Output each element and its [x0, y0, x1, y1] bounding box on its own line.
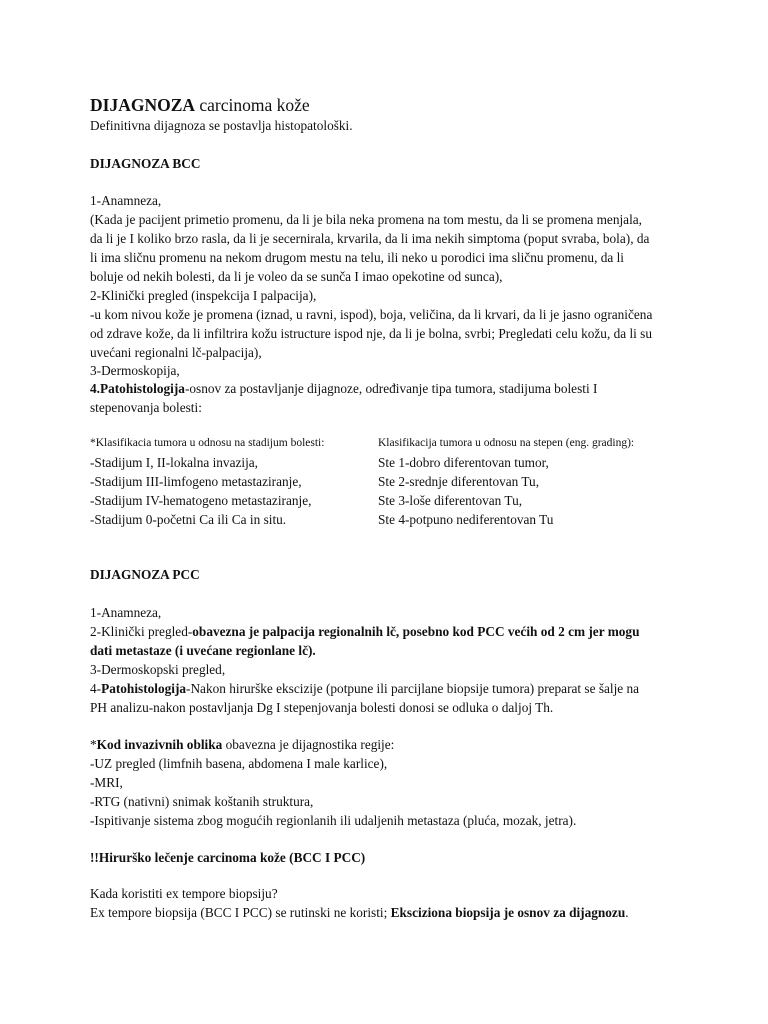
pcc-clinical-exam: 2-Klinički pregled-obavezna je palpacija regionalnih lč, posebno kod PCC većih od 2 cm jer mogu dati metastaze (i uvećane regionlane lč).: [90, 624, 640, 658]
document-title: DIJAGNOZA carcinoma kože: [90, 95, 310, 115]
grade-classification-heading: Klasifikacija tumora u odnosu na stepen (eng. grading):: [378, 437, 635, 449]
list-item: -UZ pregled (limfnih basena, abdomena I male karlice),: [90, 756, 388, 771]
bcc-clinical-exam: 2-Klinički pregled (inspekcija I palpacija),: [90, 288, 317, 303]
list-item: -Stadijum IV-hematogeno metastaziranje,: [90, 493, 312, 508]
bcc-pathohistology: 4.Patohistologija-osnov za postavljanje dijagnoze, određivanje tipa tumora, stadijuma bolesti I stepenovanja bolesti:: [90, 381, 598, 415]
list-item: Ste 1-dobro diferentovan tumor,: [378, 455, 549, 470]
invasive-forms-intro: *Kod invazivnih oblika obavezna je dijagnostika regije:: [90, 737, 395, 752]
list-item: Ste 2-srednje diferentovan Tu,: [378, 474, 540, 489]
bcc-heading: DIJAGNOZA BCC: [90, 156, 201, 171]
grade-list: [378, 453, 553, 529]
pcc-heading: DIJAGNOZA PCC: [90, 567, 200, 582]
list-item: Ste 4-potpuno nediferentovan Tu: [378, 512, 554, 527]
surgery-heading: !!Hirurško lečenje carcinoma kože (BCC I PCC): [90, 850, 366, 865]
pcc-dermoscopy: 3-Dermoskopski pregled,: [90, 662, 226, 677]
pcc-anamnesis: 1-Anamneza,: [90, 605, 162, 620]
list-item: -Stadijum 0-početni Ca ili Ca in situ.: [90, 512, 287, 527]
surgery-answer: Ex tempore biopsija (BCC I PCC) se rutinski ne koristi; Eksciziona biopsija je osnov za dijagnozu.: [90, 905, 629, 920]
surgery-question: Kada koristiti ex tempore biopsiju?: [90, 886, 278, 901]
list-item: Ste 3-loše diferentovan Tu,: [378, 493, 523, 508]
list-item: -Ispitivanje sistema zbog mogućih regionlanih ili udaljenih metastaza (pluća, mozak, jetra).: [90, 813, 577, 828]
stage-classification-heading: *Klasifikacia tumora u odnosu na stadijum bolesti:: [90, 437, 325, 449]
list-item: -Stadijum I, II-lokalna invazija,: [90, 455, 259, 470]
list-item: -MRI,: [90, 775, 123, 790]
bcc-anamnesis: 1-Anamneza,: [90, 193, 162, 208]
list-item: -RTG (nativni) snimak koštanih struktura,: [90, 794, 314, 809]
bcc-dermoscopy: 3-Dermoskopija,: [90, 363, 180, 378]
pcc-pathohistology: 4-Patohistologija-Nakon hirurške ekscizije (potpune ili parcijlane biopsije tumora) preparat se šalje na PH analizu-nakon postavljanja Dg I stepenjovanja bolesti donosi se odluka o daljoj Th.: [90, 681, 640, 715]
bcc-anamnesis-details: (Kada je pacijent primetio promenu, da li je bila neka promena na tom mestu, da li se promena menjala, da li je I koliko brzo rasla, da li je secernirala, krvarila, da li ima nekih simptoma (poput svraba, bola), da li ima sličnu promenu na nekom drugom mestu na telu, ili neko u porodici ima sličnu promenu, da li boluje od nekih bolesti, da li je voleo da se sunča I imao opekotine od sunca),: [90, 212, 650, 284]
document-subtitle: Definitivna dijagnoza se postavlja histopatološki.: [90, 118, 353, 133]
bcc-clinical-details: -u kom nivou kože je promena (iznad, u ravni, ispod), boja, veličina, da li krvari, da li je jasno ograničena od zdrave kože, da li infiltrira kožu istructure ispod nje, da li je bolna, svrbi; Pregledati celu kožu, da li su uvećani regionalni lč-palpacija),: [90, 307, 653, 360]
invasive-diagnostics-list: [90, 754, 690, 830]
list-item: -Stadijum III-limfogeno metastaziranje,: [90, 474, 302, 489]
